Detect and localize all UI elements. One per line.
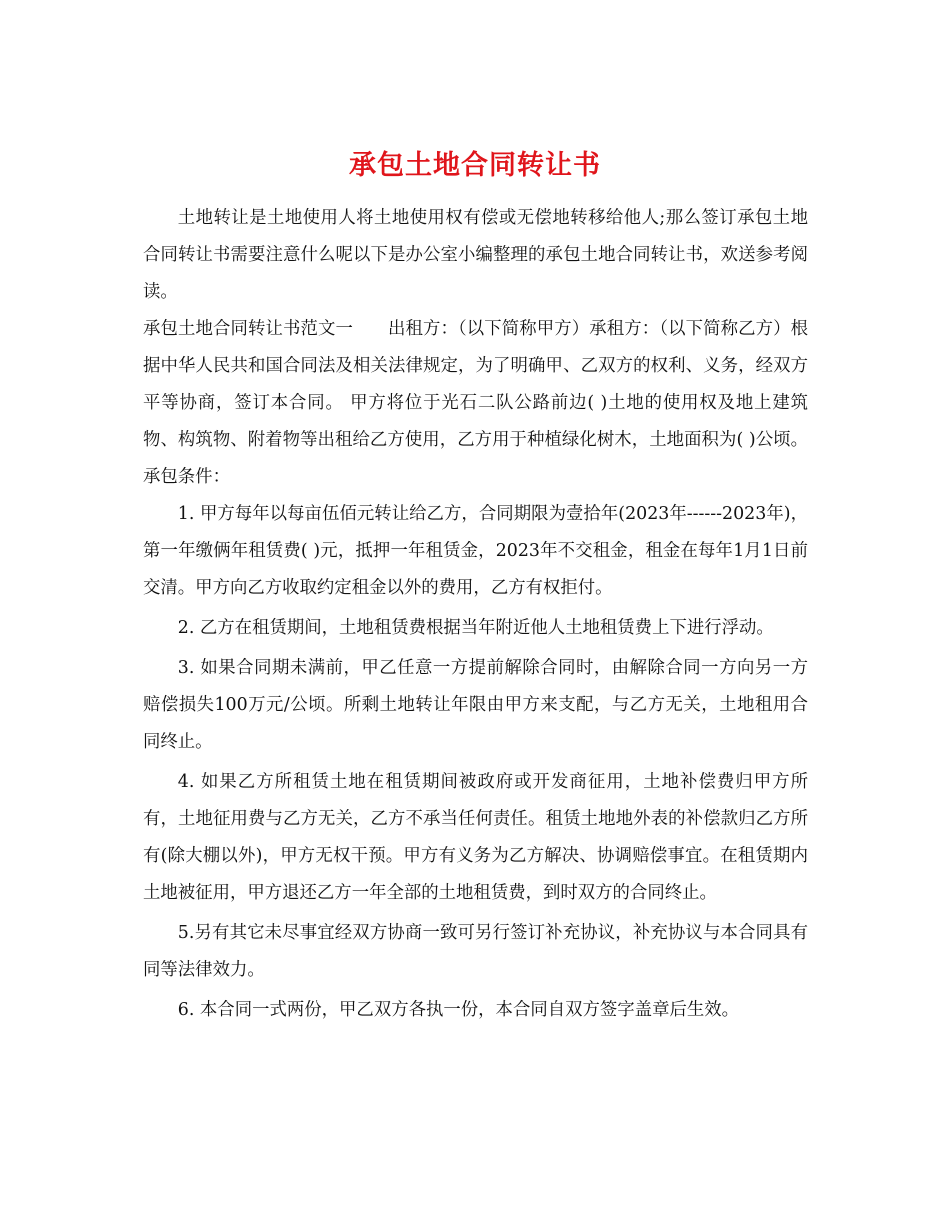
clause-5-paragraph: 5.另有其它未尽事宜经双方协商一致可另行签订补充协议，补充协议与本合同具有同等法律效力。 bbox=[143, 923, 808, 980]
clause-6-paragraph: 6. 本合同一式两份，甲乙双方各执一份，本合同自双方签字盖章后生效。 bbox=[177, 1000, 740, 1020]
document-title: 承包土地合同转让书 bbox=[349, 150, 601, 182]
clause-4-paragraph: 4. 如果乙方所租赁土地在租赁期间被政府或开发商征用，土地补偿费归甲方所有，土地征用费与乙方无关，乙方不承当任何责任。租赁土地地外表的补偿款归乙方所有(除大棚以外)，甲方无权干预。甲方有义务为乙方解决、协调赔偿事宜。在租赁期内土地被征用，甲方退还乙方一年全部的土地租赁费，到时双方的合同终止。 bbox=[143, 772, 808, 903]
clause-3-paragraph: 3. 如果合同期未满前，甲乙任意一方提前解除合同时，由解除合同一方向另一方赔偿损失100万元/公顷。所剩土地转让年限由甲方来支配，与乙方无关，土地租用合同终止。 bbox=[143, 658, 808, 752]
clause-2-paragraph: 2. 乙方在租赁期间，土地租赁费根据当年附近他人土地租赁费上下进行浮动。 bbox=[177, 618, 774, 638]
document-body bbox=[143, 200, 808, 1029]
clause-1-paragraph: 1. 甲方每年以每亩伍佰元转让给乙方，合同期限为壹拾年(2023年------2023年)，第一年缴俩年租赁费( )元，抵押一年租赁金，2023年不交租金，租金在每年1月1日前交清。甲方向乙方收取约定租金以外的费用，乙方有权拒付。 bbox=[143, 504, 808, 598]
contract-opening-paragraph: 承包土地合同转让书范文一 出租方：（以下简称甲方）承租方：（以下简称乙方）根据中华人民共和国合同法及相关法律规定，为了明确甲、乙双方的权利、义务，经双方平等协商，签订本合同。 甲方将位于光石二队公路前边( )土地的使用权及地上建筑物、构筑物、附着物等出租给乙方使用，乙方用于种植绿化树木，土地面积为( )公顷。 承包条件： bbox=[143, 319, 808, 487]
intro-paragraph: 土地转让是土地使用人将土地使用权有偿或无偿地转移给他人;那么签订承包土地合同转让书需要注意什么呢以下是办公室小编整理的承包土地合同转让书，欢送参考阅读。 bbox=[143, 208, 808, 302]
